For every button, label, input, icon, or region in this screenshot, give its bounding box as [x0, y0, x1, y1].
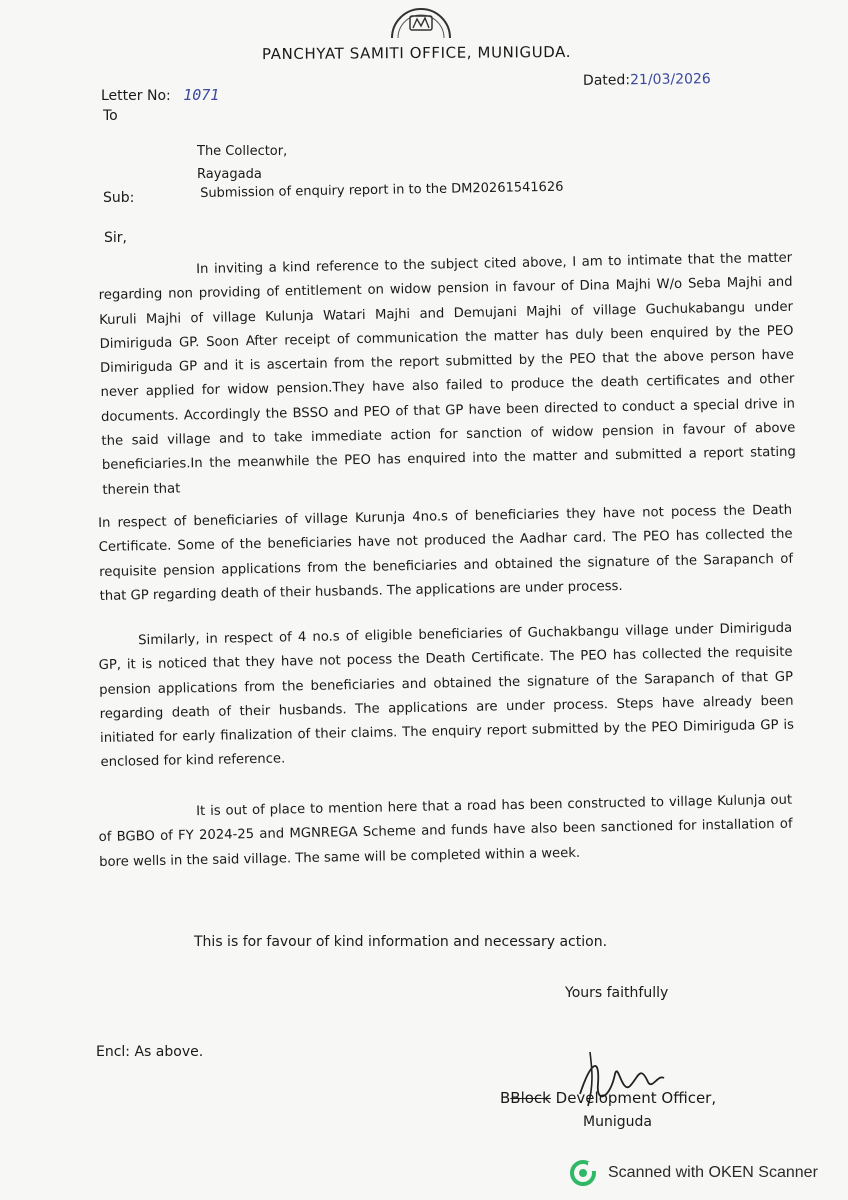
letter-number	[101, 86, 219, 104]
signatory-place: Muniguda	[583, 1114, 652, 1130]
addressee-line-2: Rayagada	[197, 167, 262, 182]
dated-label: Dated:	[582, 72, 631, 89]
signatory-designation	[500, 1089, 716, 1107]
oken-scanner-logo-icon	[570, 1160, 596, 1186]
signatory-prefix: B	[500, 1089, 511, 1107]
odisha-emblem-icon	[386, 2, 456, 38]
scanner-watermark	[570, 1160, 818, 1186]
letter-no-value: 1071	[183, 86, 220, 104]
scanner-text: Scanned with OKEN Scanner	[608, 1164, 818, 1181]
signatory-struck: Block	[510, 1089, 551, 1107]
addressee-line-1: The Collector,	[197, 144, 288, 159]
yours-faithfully: Yours faithfully	[565, 985, 669, 1001]
body-paragraph-2: In respect of beneficiaries of village Kurunja 4no.s of beneficiaries they have not pocess the Death Certificate. Some of the beneficiaries have not produced the Aadhar card. The PEO has collected the requisite pension applications from the beneficiaries and obtained the signature of the Sarapanch of that GP regarding death of their husbands. The applications are under process.	[98, 502, 794, 604]
body-paragraph-3: Similarly, in respect of 4 no.s of eligible beneficiaries of Guchakbangu village under Dimiriguda GP, it is noticed that they have not pocess the Death Certificate. The PEO has collected the requisite pension applications from the beneficiaries and obtained the signature of the Sarapanch of that GP regarding death of their husbands. The applications are under process. Steps have already been initiated for early finalization of their claims. The enquiry report submitted by the PEO Dimiriguda GP is enclosed for kind reference.	[98, 620, 795, 771]
office-title: PANCHYAT SAMITI OFFICE, MUNIGUDA.	[261, 42, 572, 64]
to-label: To	[103, 108, 118, 124]
enclosure-note: Encl: As above.	[96, 1044, 204, 1060]
closing-line: This is for favour of kind information and necessary action.	[194, 934, 608, 950]
body-paragraph-4: It is out of place to mention here that a road has been constructed to village Kulunja out of BGBO of FY 2024-25 and MGNREGA Scheme and funds have also been sanctioned for installation of bore wells in the said village. The same will be completed within a week.	[98, 792, 793, 870]
letter-no-label: Letter No:	[101, 88, 171, 104]
subject-text: Submission of enquiry report in to the DM20261541626	[200, 179, 564, 201]
signatory-title: Development Officer,	[550, 1089, 717, 1107]
letter-date	[583, 71, 711, 89]
body-paragraph-1: In inviting a kind reference to the subject cited above, I am to intimate that the matter regarding non providing of entitlement on widow pension in favour of Dina Majhi W/o Seba Majhi and Kuruli Majhi of village Kulunja Watari Majhi and Demujani Majhi of village Guchukabangu under Dimiriguda GP. Soon After receipt of communication the matter has duly been enquired by the PEO Dimiriguda GP and it is ascertain from the report submitted by the PEO that the above person have never applied for widow pension.They have also failed to produce the death certificates and other documents. Accordingly the BSSO and PEO of that GP have been directed to conduct a special drive in the said village and to take immediate action for sanction of widow pension in favour of above beneficiaries.In the meanwhile the PEO has enquired into the matter and submitted a report stating therein that	[98, 250, 796, 498]
subject-label: Sub:	[103, 190, 135, 206]
dated-value: 21/03/2026	[629, 71, 711, 89]
salutation: Sir,	[104, 230, 127, 246]
